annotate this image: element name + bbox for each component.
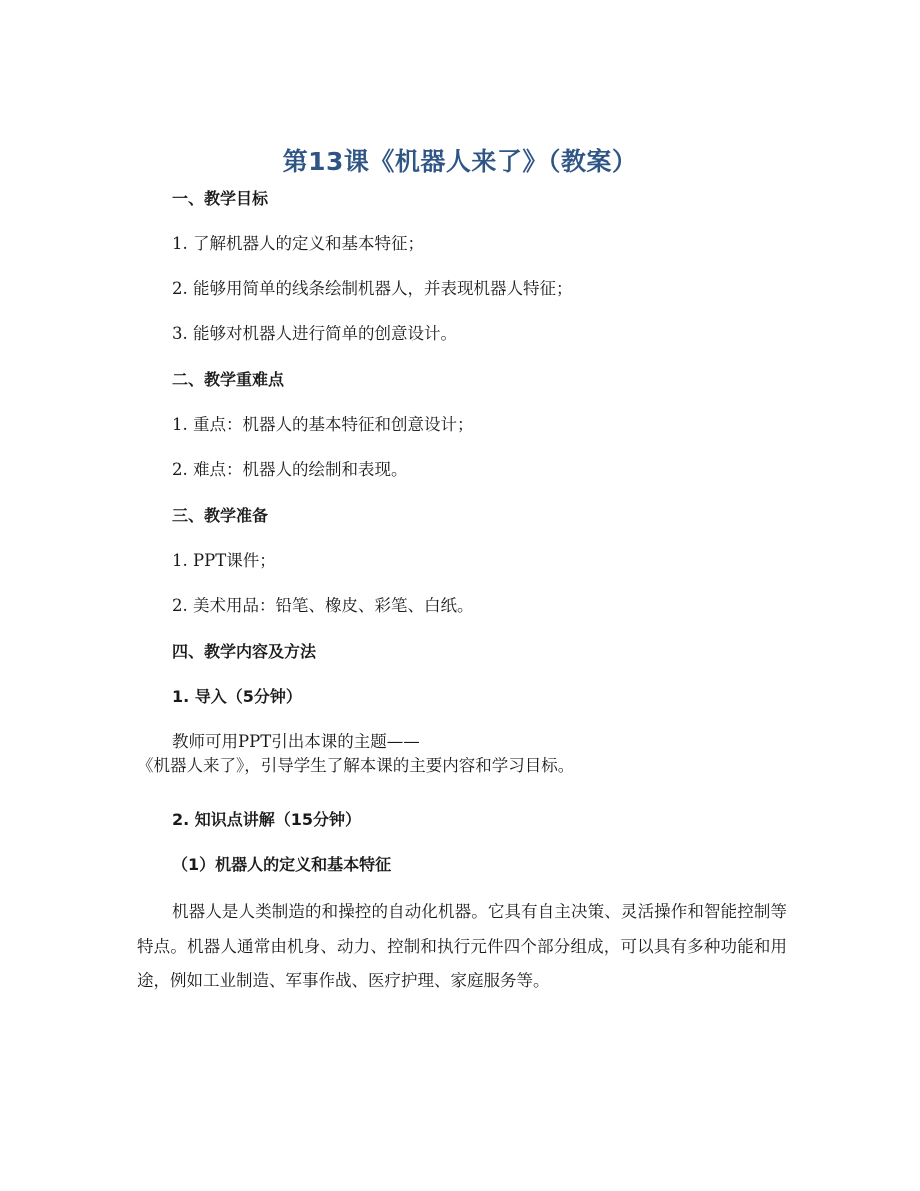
introduction-line-2: 《机器人来了》，引导学生了解本课的主要内容和学习目标。 [137, 756, 575, 775]
document-title: 第13课《机器人来了》（教案） [282, 147, 638, 176]
key-point-item-1: 1. 重点：机器人的基本特征和创意设计； [172, 415, 474, 434]
key-point-item-2: 2. 难点：机器人的绘制和表现。 [172, 460, 408, 479]
introduction-paragraph [137, 731, 787, 777]
preparation-item-1: 1. PPT课件； [172, 551, 276, 570]
section-heading-content-methods: 四、教学内容及方法 [172, 642, 317, 661]
objective-item-3: 3. 能够对机器人进行简单的创意设计。 [172, 324, 457, 343]
introduction-line-1: 教师可用PPT引出本课的主题—— [172, 732, 420, 751]
subsection-heading-introduction: 1. 导入（5分钟） [172, 687, 302, 706]
subsubsection-heading-definition: （1）机器人的定义和基本特征 [172, 855, 392, 874]
section-heading-key-points: 二、教学重难点 [172, 370, 285, 389]
objective-item-1: 1. 了解机器人的定义和基本特征； [172, 234, 424, 253]
objective-item-2: 2. 能够用简单的线条绘制机器人，并表现机器人特征； [172, 279, 573, 298]
subsection-heading-knowledge: 2. 知识点讲解（15分钟） [172, 810, 362, 829]
section-heading-preparation: 三、教学准备 [172, 506, 269, 525]
section-heading-objectives: 一、教学目标 [172, 189, 269, 208]
preparation-item-2: 2. 美术用品：铅笔、橡皮、彩笔、白纸。 [172, 596, 474, 615]
definition-paragraph: 机器人是人类制造的和操控的自动化机器。它具有自主决策、灵活操作和智能控制等特点。机器人通常由机身、动力、控制和执行元件四个部分组成，可以具有多种功能和用途，例如工业制造、军事作战、医疗护理、家庭服务等。 [137, 902, 787, 990]
